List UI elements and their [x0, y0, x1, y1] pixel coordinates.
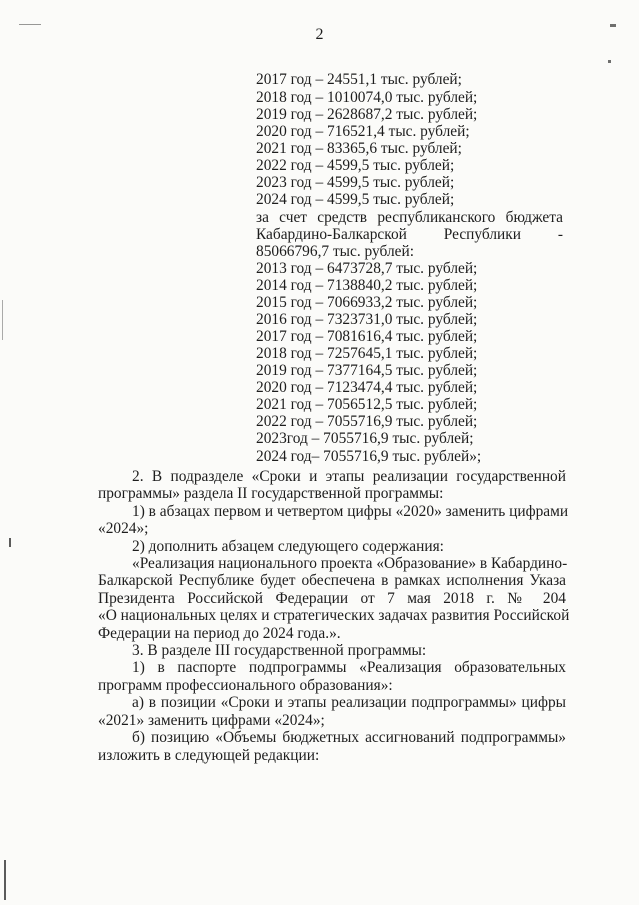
body-line: Президента Российской Федерации от 7 мая 2018 г. № 204 [98, 589, 566, 607]
body-line: 2) дополнить абзацем следующего содержания: [132, 537, 444, 555]
body-line: программ профессионального образования»: [98, 676, 393, 694]
body-line: программы» раздела II государственной программы: [98, 485, 444, 503]
funding-line: 2014 год – 7138840,2 тыс. рублей; [256, 277, 478, 294]
body-line: «2021» заменить цифрами «2024»; [98, 711, 325, 729]
header-line: 85066796,7 тыс. рублей: [256, 243, 415, 260]
funding-line: 2023год – 7055716,9 тыс. рублей; [256, 430, 474, 447]
scan-mark [4, 860, 6, 900]
funding-line: 2019 год – 7377164,5 тыс. рублей; [256, 362, 478, 379]
header-line: за счет средств республиканского бюджета [256, 209, 563, 226]
funding-line: 2021 год – 7056512,5 тыс. рублей; [256, 396, 478, 413]
body-line: 1) в паспорте подпрограммы «Реализация образовательных [132, 659, 566, 677]
funding-line: 2016 год – 7323731,0 тыс. рублей; [256, 311, 478, 328]
funding-line: 2020 год – 7123474,4 тыс. рублей; [256, 379, 478, 396]
header-line: Кабардино-Балкарской Республики - [256, 226, 563, 243]
body-line: 3. В разделе III государственной программы: [132, 642, 427, 660]
funding-line: 2021 год – 83365,6 тыс. рублей; [256, 140, 462, 157]
body-line: Федерации на период до 2024 года.». [98, 624, 341, 642]
funding-line: 2022 год – 7055716,9 тыс. рублей; [256, 413, 478, 430]
funding-line: 2017 год – 7081616,4 тыс. рублей; [256, 328, 478, 345]
funding-line: 2018 год – 7257645,1 тыс. рублей; [256, 345, 478, 362]
republic-budget-header [256, 209, 563, 260]
scan-mark [9, 538, 11, 547]
body-line: Балкарской Республике будет обеспечена в рамках исполнения Указа [98, 572, 566, 590]
funding-line: 2023 год – 4599,5 тыс. рублей; [256, 174, 455, 191]
scan-mark [610, 24, 616, 27]
body-line: 1) в абзацах первом и четвертом цифры «2020» заменить цифрами [132, 502, 569, 520]
scan-mark [608, 60, 611, 63]
funding-line: 2022 год – 4599,5 тыс. рублей; [256, 157, 455, 174]
body-line: «О национальных целях и стратегических задачах развития Российской [98, 607, 570, 625]
body-line: «2024»; [98, 520, 149, 538]
body-line: изложить в следующей редакции: [98, 746, 320, 764]
funding-line: 2020 год – 716521,4 тыс. рублей; [256, 123, 470, 140]
page-number: 2 [315, 26, 324, 43]
funding-line: 2019 год – 2628687,2 тыс. рублей; [256, 106, 478, 123]
body-line: 2. В подразделе «Сроки и этапы реализации государственной [132, 468, 566, 485]
funding-line: 2024 год– 7055716,9 тыс. рублей»; [256, 448, 482, 465]
scan-mark [19, 24, 41, 25]
scan-mark [2, 300, 3, 340]
funding-line: 2015 год – 7066933,2 тыс. рублей; [256, 294, 478, 311]
body-text [98, 468, 570, 764]
funding-line: 2024 год – 4599,5 тыс. рублей; [256, 191, 455, 208]
funding-line: 2018 год – 1010074,0 тыс. рублей; [256, 89, 478, 106]
funding-line: 2017 год – 24551,1 тыс. рублей; [256, 71, 462, 88]
body-line: «Реализация национального проекта «Образование» в Кабардино- [132, 555, 568, 573]
funding-line: 2013 год – 6473728,7 тыс. рублей; [256, 260, 478, 277]
body-line: б) позицию «Объемы бюджетных ассигнований подпрограммы» [132, 729, 566, 747]
body-line: а) в позиции «Сроки и этапы реализации подпрограммы» цифры [132, 694, 566, 712]
